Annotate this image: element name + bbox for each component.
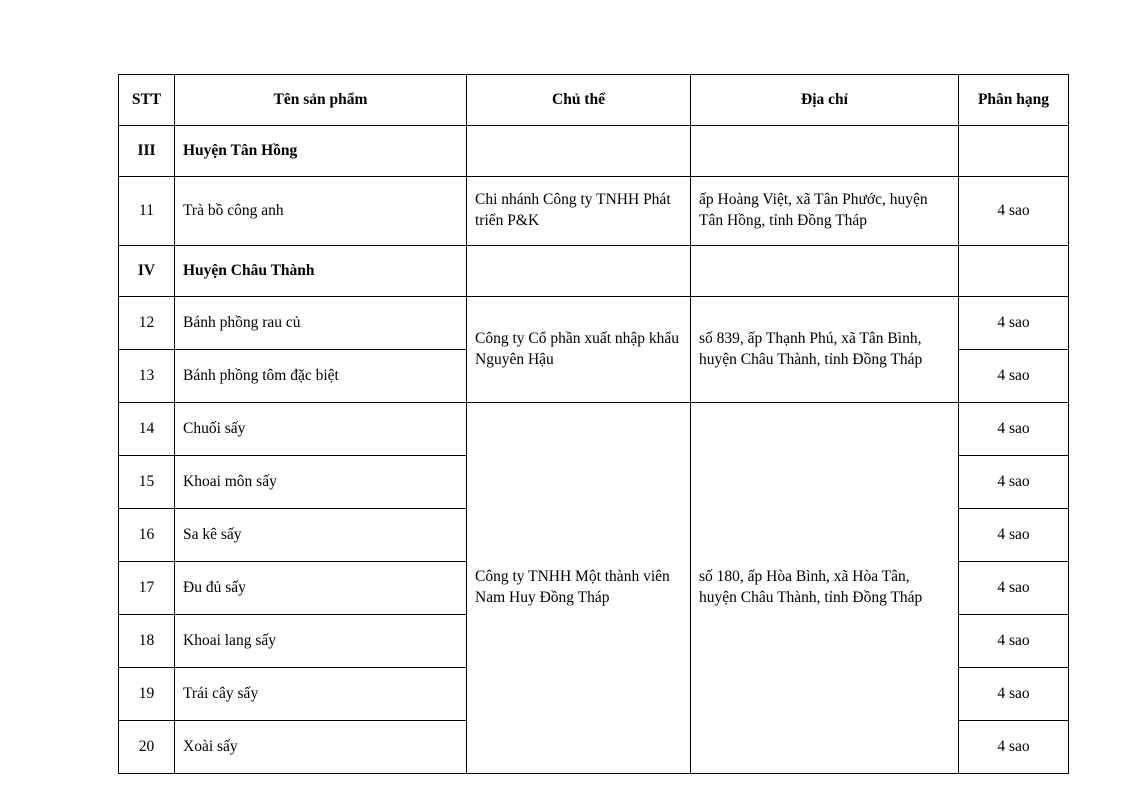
group-owner-empty: [467, 246, 691, 297]
group-owner-empty: [467, 126, 691, 177]
group-numeral: IV: [119, 246, 175, 297]
table-header-row: [119, 75, 1069, 126]
table-row-group-header: [119, 246, 1069, 297]
group-numeral: III: [119, 126, 175, 177]
cell-rank: 4 sao: [959, 509, 1069, 562]
table-row: [119, 177, 1069, 246]
group-name: Huyện Tân Hồng: [175, 126, 467, 177]
cell-rank: 4 sao: [959, 562, 1069, 615]
cell-rank: 4 sao: [959, 721, 1069, 774]
cell-owner: Công ty Cổ phần xuất nhập khẩu Nguyên Hậu: [467, 297, 691, 403]
cell-rank: 4 sao: [959, 403, 1069, 456]
cell-product-name: Khoai lang sấy: [175, 615, 467, 668]
column-header-product-name: Tên sản phẩm: [175, 75, 467, 126]
cell-stt: 16: [119, 509, 175, 562]
group-address-empty: [691, 126, 959, 177]
ocop-product-table-wrapper: [118, 74, 1068, 774]
cell-rank: 4 sao: [959, 668, 1069, 721]
table-body: [119, 126, 1069, 774]
group-rank-empty: [959, 126, 1069, 177]
column-header-rank: Phân hạng: [959, 75, 1069, 126]
ocop-product-table: [118, 74, 1069, 774]
cell-owner: Công ty TNHH Một thành viên Nam Huy Đồng Tháp: [467, 403, 691, 774]
cell-stt: 15: [119, 456, 175, 509]
group-address-empty: [691, 246, 959, 297]
cell-address: số 180, ấp Hòa Bình, xã Hòa Tân, huyện Châu Thành, tỉnh Đồng Tháp: [691, 403, 959, 774]
cell-product-name: Xoài sấy: [175, 721, 467, 774]
cell-stt: 13: [119, 350, 175, 403]
cell-stt: 11: [119, 177, 175, 246]
cell-rank: 4 sao: [959, 456, 1069, 509]
cell-stt: 20: [119, 721, 175, 774]
cell-address: số 839, ấp Thạnh Phú, xã Tân Bình, huyện Châu Thành, tỉnh Đồng Tháp: [691, 297, 959, 403]
cell-stt: 12: [119, 297, 175, 350]
cell-product-name: Đu đủ sấy: [175, 562, 467, 615]
cell-stt: 17: [119, 562, 175, 615]
table-row: [119, 297, 1069, 350]
table-row: [119, 403, 1069, 456]
cell-product-name: Khoai môn sấy: [175, 456, 467, 509]
cell-product-name: Bánh phồng tôm đặc biệt: [175, 350, 467, 403]
cell-stt: 18: [119, 615, 175, 668]
group-rank-empty: [959, 246, 1069, 297]
cell-stt: 19: [119, 668, 175, 721]
cell-product-name: Trái cây sấy: [175, 668, 467, 721]
group-name: Huyện Châu Thành: [175, 246, 467, 297]
cell-rank: 4 sao: [959, 615, 1069, 668]
cell-stt: 14: [119, 403, 175, 456]
table-row-group-header: [119, 126, 1069, 177]
cell-rank: 4 sao: [959, 350, 1069, 403]
cell-product-name: Trà bồ công anh: [175, 177, 467, 246]
cell-product-name: Bánh phồng rau củ: [175, 297, 467, 350]
cell-product-name: Sa kê sấy: [175, 509, 467, 562]
column-header-stt: STT: [119, 75, 175, 126]
column-header-address: Địa chỉ: [691, 75, 959, 126]
cell-product-name: Chuối sấy: [175, 403, 467, 456]
cell-rank: 4 sao: [959, 177, 1069, 246]
cell-rank: 4 sao: [959, 297, 1069, 350]
table-header: [119, 75, 1069, 126]
cell-address: ấp Hoàng Việt, xã Tân Phước, huyện Tân Hồng, tỉnh Đồng Tháp: [691, 177, 959, 246]
cell-owner: Chi nhánh Công ty TNHH Phát triển P&K: [467, 177, 691, 246]
column-header-owner: Chủ thể: [467, 75, 691, 126]
